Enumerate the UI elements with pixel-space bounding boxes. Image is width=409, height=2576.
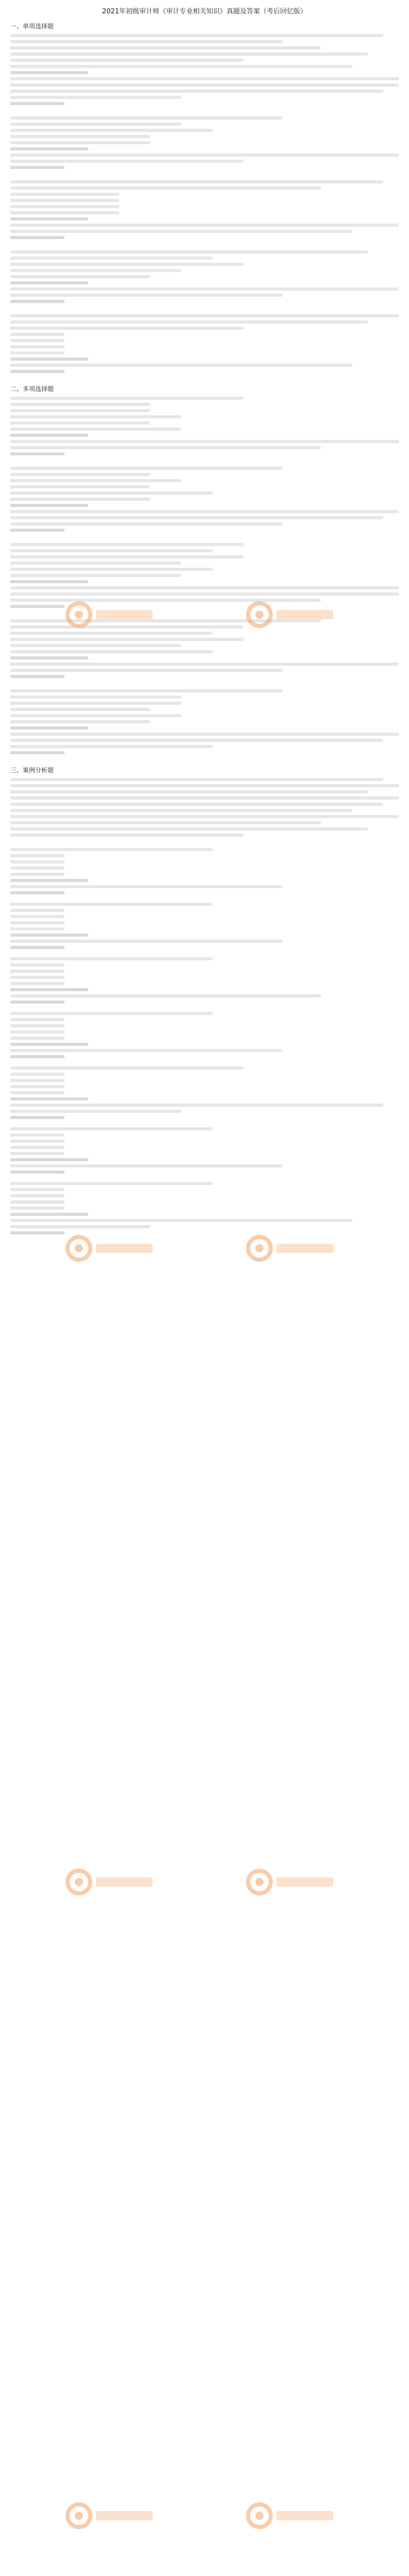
section-heading-single-choice: 一、单项选择题 — [10, 23, 54, 30]
single-choice-questions — [10, 34, 399, 373]
stamp-watermark-icon — [62, 1231, 160, 1265]
stamp-watermark-icon — [62, 2499, 160, 2533]
stamp-watermark-icon — [242, 2499, 340, 2533]
multi-choice-questions — [10, 397, 399, 754]
section-heading-multi-choice: 二、多项选择题 — [10, 385, 54, 393]
stamp-watermark-icon — [62, 1865, 160, 1899]
case-analysis-questions — [10, 778, 399, 1234]
stamp-watermark-icon — [242, 1865, 340, 1899]
document-title: 2021年初级审计师《审计专业相关知识》真题及答案（考后回忆版） — [102, 8, 307, 15]
stamp-watermark-icon — [242, 1231, 340, 1265]
section-heading-case-analysis: 三、案例分析题 — [10, 767, 54, 774]
